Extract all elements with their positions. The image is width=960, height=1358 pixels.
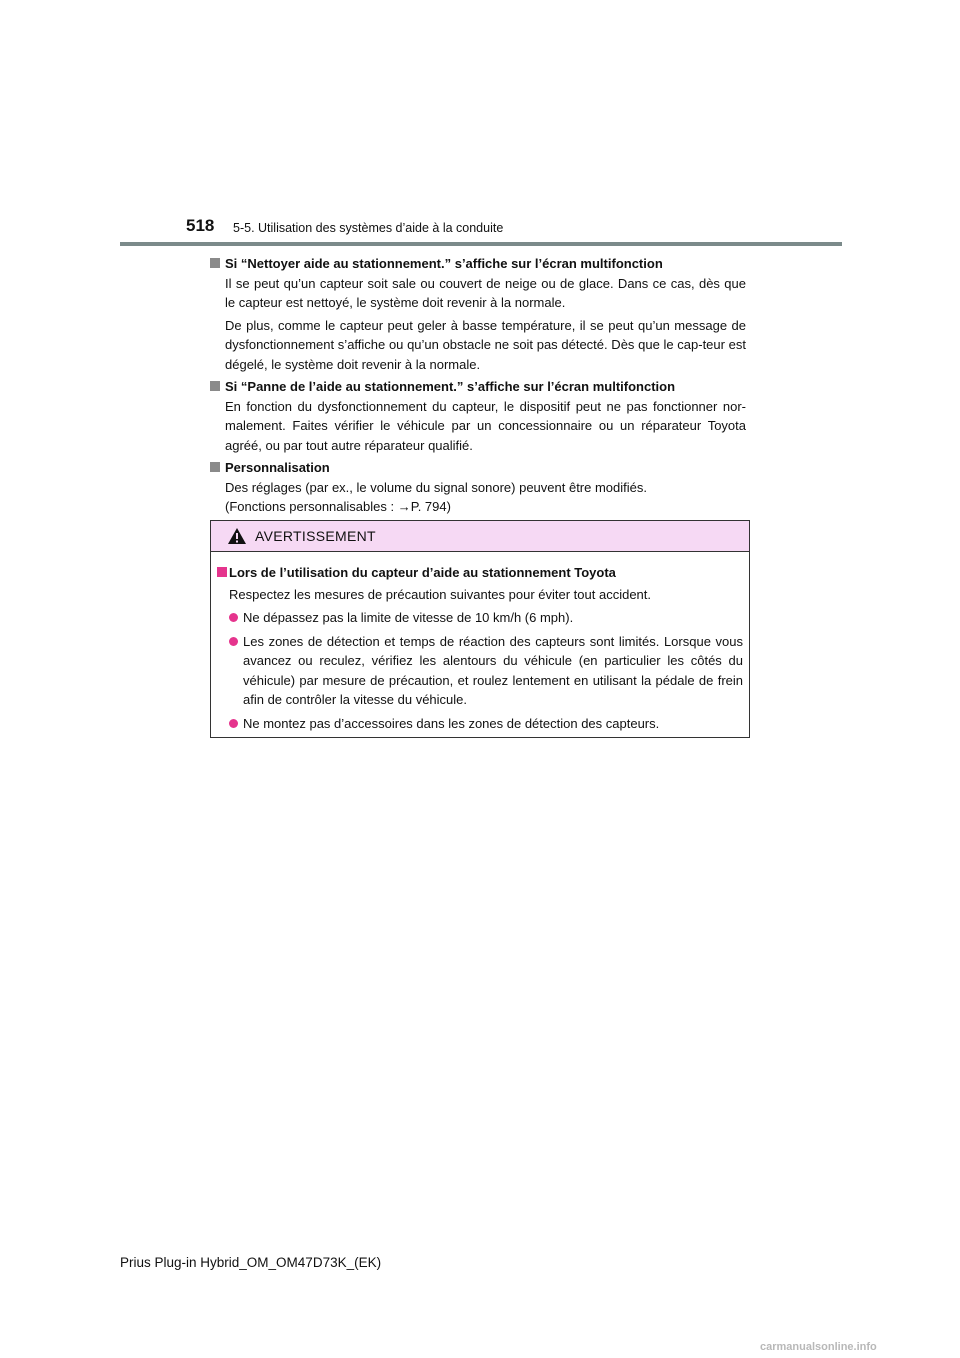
cross-reference[interactable]: (Fonctions personnalisables : →P. 794) — [225, 499, 451, 514]
warning-title: AVERTISSEMENT — [255, 528, 376, 544]
header-rule — [120, 242, 842, 246]
round-bullet-icon — [229, 719, 238, 728]
warning-bullet — [217, 608, 743, 628]
warning-body — [217, 563, 743, 737]
warning-intro: Respectez les mesures de précaution suivantes pour éviter tout accident. — [229, 586, 652, 602]
watermark: carmanualsonline.info — [760, 1341, 877, 1353]
section-heading-text: Si “Panne de l’aide au stationnement.” s’affiche sur l’écran multifonction — [225, 379, 676, 394]
warning-bullet-text: Les zones de détection et temps de réaction des capteurs sont limités. Lorsque vous avancez ou reculez, vérifiez les alentours du véhicule (en particulier les côtés du véhicule) par mesure de précaution, et roulez lentement en utilisant la pédale de frein afin de contrôler la vitesse du véhicule. — [243, 633, 743, 707]
section-heading-text: Si “Nettoyer aide au stationnement.” s’affiche sur l’écran multifonction — [225, 256, 663, 271]
square-bullet-icon — [210, 462, 220, 472]
warning-triangle-icon — [227, 527, 247, 545]
section-heading — [210, 377, 746, 397]
section-heading — [210, 254, 746, 274]
document-footer: Prius Plug-in Hybrid_OM_OM47D73K_(EK) — [120, 1255, 382, 1270]
square-bullet-icon — [210, 258, 220, 268]
body-paragraph: Il se peut qu’un capteur soit sale ou couvert de neige ou de glace. Dans ce cas, dès que le capteur est nettoyé, le système doit revenir à la normale. — [225, 275, 746, 310]
warning-bullet-text: Ne dépassez pas la limite de vitesse de 10 km/h (6 mph). — [243, 610, 574, 625]
warning-heading — [217, 563, 743, 583]
body-paragraph: De plus, comme le capteur peut geler à basse température, il se peut qu’un message de dysfonctionnement s’affiche ou qu’un obstacle ne soit pas détecté. Dès que le cap-teur est dégelé, le système doit revenir à la normale. — [225, 317, 746, 372]
main-content — [210, 254, 746, 517]
warning-heading-text: Lors de l’utilisation du capteur d’aide au stationnement Toyota — [229, 565, 616, 580]
body-paragraph: En fonction du dysfonctionnement du capteur, le dispositif peut ne pas fonctionner nor-malement. Faites vérifier le véhicule par un concessionnaire ou un réparateur Toyota agréé, ou par tout autre réparateur qualifié. — [225, 398, 746, 453]
section-heading-text: Personnalisation — [225, 460, 330, 475]
round-bullet-icon — [229, 613, 238, 622]
round-bullet-icon — [229, 637, 238, 646]
warning-bullet-text: Ne montez pas d’accessoires dans les zones de détection des capteurs. — [243, 715, 660, 731]
page-number: 518 — [186, 216, 215, 235]
warning-box — [210, 520, 750, 738]
section-heading — [210, 458, 746, 478]
warning-bullet — [217, 632, 743, 710]
square-bullet-icon — [217, 567, 227, 577]
warning-header — [211, 521, 749, 552]
warning-bullet — [217, 714, 743, 734]
body-paragraph: Des réglages (par ex., le volume du signal sonore) peuvent être modifiés. — [225, 479, 647, 495]
section-title: 5-5. Utilisation des systèmes d’aide à la conduite — [233, 221, 504, 235]
square-bullet-icon — [210, 381, 220, 391]
